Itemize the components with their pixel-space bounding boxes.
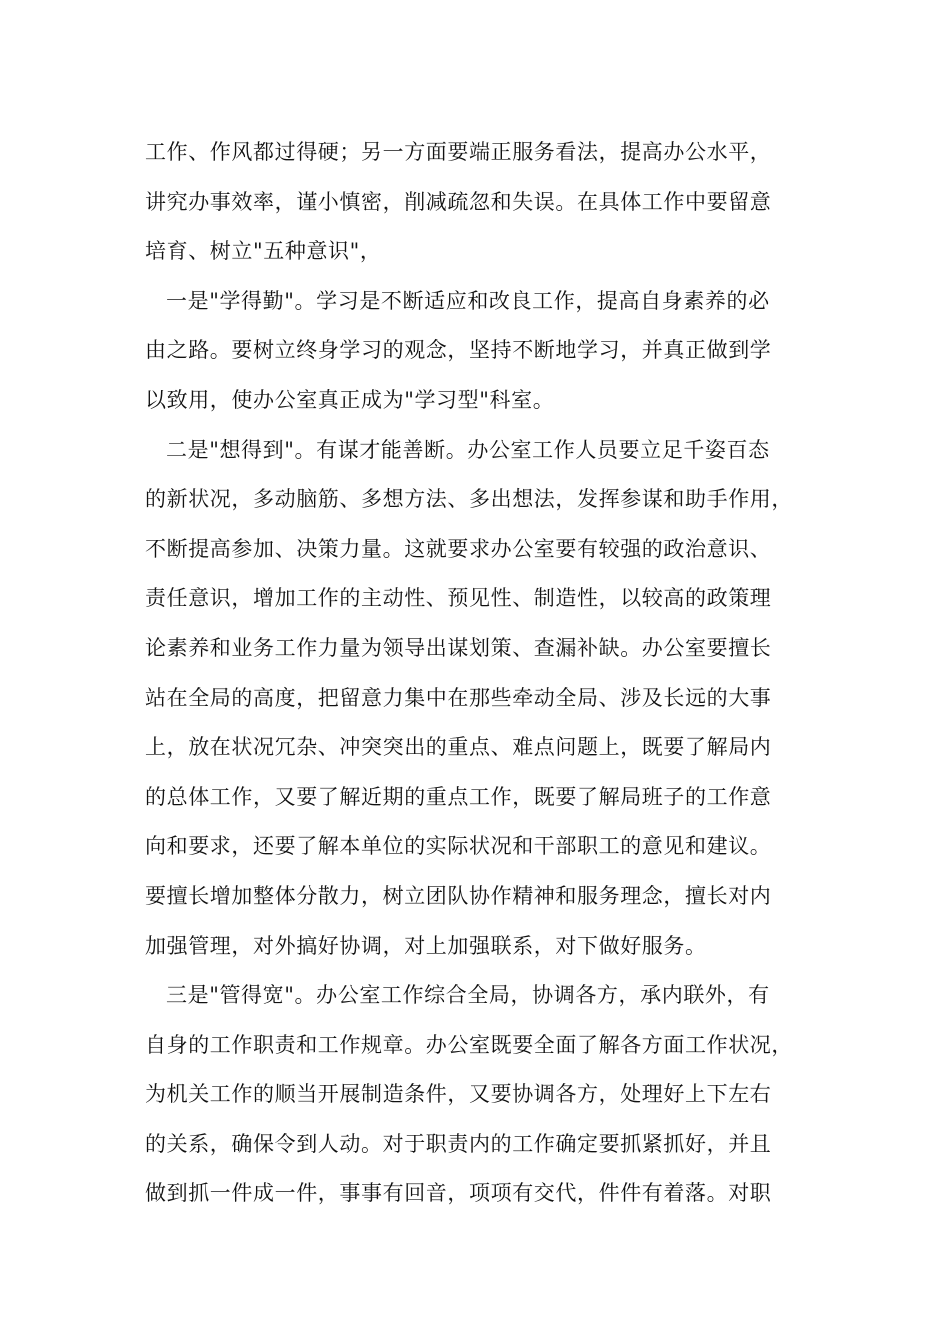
text-line: 的新状况，多动脑筋、多想方法、多出想法，发挥参谋和助手作用， — [145, 487, 793, 512]
paragraph-start-line: 二是"想得到"。有谋才能善断。办公室工作人员要立足千姿百态 — [166, 437, 770, 462]
paragraph-start-line: 一是"学得勤"。学习是不断适应和改良工作，提高自身素养的必 — [166, 288, 770, 313]
text-line: 工作、作风都过得硬；另一方面要端正服务看法，提高办公水平， — [145, 140, 772, 164]
text-line: 要擅长增加整体分散力，树立团队协作精神和服务理念，擅长对内 — [145, 883, 772, 908]
text-line: 讲究办事效率，谨小慎密，削减疏忽和失误。在具体工作中要留意 — [145, 189, 772, 214]
text-line: 站在全局的高度，把留意力集中在那些牵动全局、涉及长远的大事 — [145, 685, 772, 710]
paragraph-start-line: 三是"管得宽"。办公室工作综合全局，协调各方，承内联外，有 — [166, 983, 770, 1008]
text-line: 自身的工作职责和工作规章。办公室既要全面了解各方面工作状况， — [145, 1032, 793, 1057]
document-body — [145, 128, 810, 1219]
text-line: 加强管理，对外搞好协调，对上加强联系，对下做好服务。 — [145, 933, 707, 958]
text-line: 由之路。要树立终身学习的观念，坚持不断地学习，并真正做到学 — [145, 338, 772, 363]
text-line: 以致用，使办公室真正成为"学习型"科室。 — [145, 387, 555, 412]
text-line: 的总体工作，又要了解近期的重点工作，既要了解局班子的工作意 — [145, 784, 772, 809]
text-line: 培育、树立"五种意识"， — [145, 239, 382, 264]
text-line: 论素养和业务工作力量为领导出谋划策、查漏补缺。办公室要擅长 — [145, 635, 772, 660]
text-line: 责任意识，增加工作的主动性、预见性、制造性，以较高的政策理 — [145, 586, 772, 611]
text-line: 向和要求，还要了解本单位的实际状况和干部职工的意见和建议。 — [145, 834, 772, 859]
text-line: 的关系，确保令到人动。对于职责内的工作确定要抓紧抓好，并且 — [145, 1131, 772, 1156]
text-line: 上，放在状况冗杂、冲突突出的重点、难点问题上，既要了解局内 — [145, 735, 772, 760]
text-line: 不断提高参加、决策力量。这就要求办公室要有较强的政治意识、 — [145, 536, 772, 561]
text-line: 做到抓一件成一件，事事有回音，项项有交代，件件有着落。对职 — [145, 1181, 772, 1206]
text-line: 为机关工作的顺当开展制造条件，又要协调各方，处理好上下左右 — [145, 1082, 772, 1107]
